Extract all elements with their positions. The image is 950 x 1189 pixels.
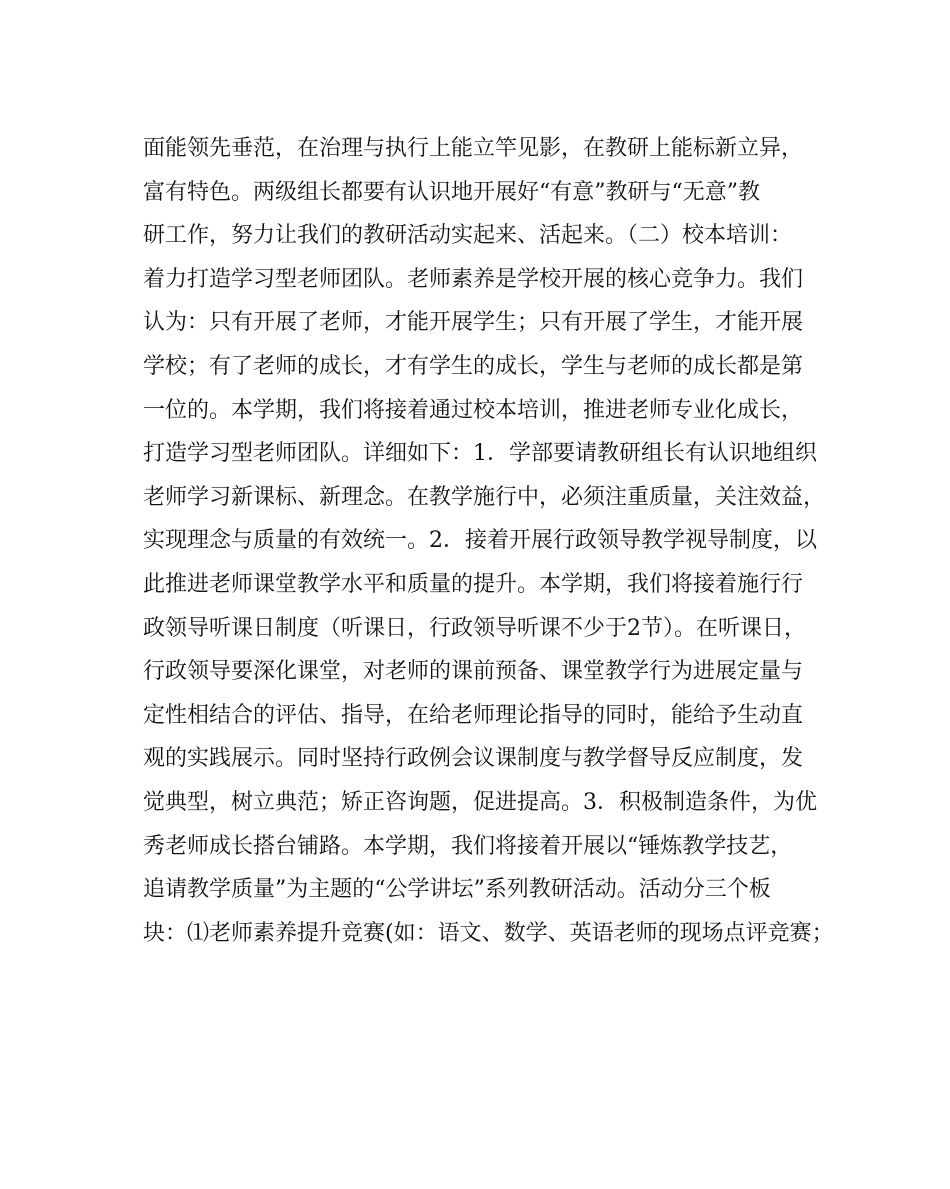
text-line: 块：⑴老师素养提升竞赛(如：语文、数学、英语老师的现场点评竞赛；	[143, 920, 834, 946]
text-line: 老师学习新课标、新理念。在教学施行中，必须注重质量，关注效益，	[143, 484, 826, 510]
text-line: 追请教学质量”为主题的“公学讲坛”系列教研活动。活动分三个板	[143, 877, 771, 903]
text-line: 秀老师成长搭台铺路。本学期，我们将接着开展以“锤炼教学技艺，	[143, 833, 793, 859]
text-line: 政领导听课日制度（听课日，行政领导听课不少于2节）。在听课日，	[143, 615, 806, 641]
text-line: 行政领导要深化课堂，对老师的课前预备、课堂教学行为进展定量与	[143, 659, 804, 685]
text-line: 学校；有了老师的成长，才有学生的成长，学生与老师的成长都是第	[143, 353, 804, 379]
text-line: 一位的。本学期，我们将接着通过校本培训，推进老师专业化成长，	[143, 397, 804, 423]
text-line: 定性相结合的评估、指导，在给老师理论指导的同时，能给予生动直	[143, 702, 804, 728]
text-line: 富有特色。两级组长都要有认识地开展好“有意”教研与“无意”教	[143, 179, 760, 205]
text-line: 观的实践展示。同时坚持行政例会议课制度与教学督导反应制度，发	[143, 746, 804, 772]
body-text	[143, 127, 833, 955]
text-line: 面能领先垂范，在治理与执行上能立竿见影，在教研上能标新立异，	[143, 136, 804, 161]
text-line: 打造学习型老师团队。详细如下：1．学部要请教研组长有认识地组织	[143, 441, 817, 467]
text-line: 着力打造学习型老师团队。老师素养是学校开展的核心竞争力。我们	[143, 266, 804, 292]
text-line: 实现理念与质量的有效统一。2．接着开展行政领导教学视导制度，以	[143, 528, 817, 554]
text-line: 研工作，努力让我们的教研活动实起来、活起来。（二）校本培训：	[143, 223, 793, 249]
text-line: 此推进老师课堂教学水平和质量的提升。本学期，我们将接着施行行	[143, 571, 804, 597]
text-line: 认为：只有开展了老师，才能开展学生；只有开展了学生，才能开展	[143, 310, 804, 336]
text-line: 觉典型，树立典范；矫正咨询题，促进提高。3．积极制造条件，为优	[143, 789, 817, 815]
